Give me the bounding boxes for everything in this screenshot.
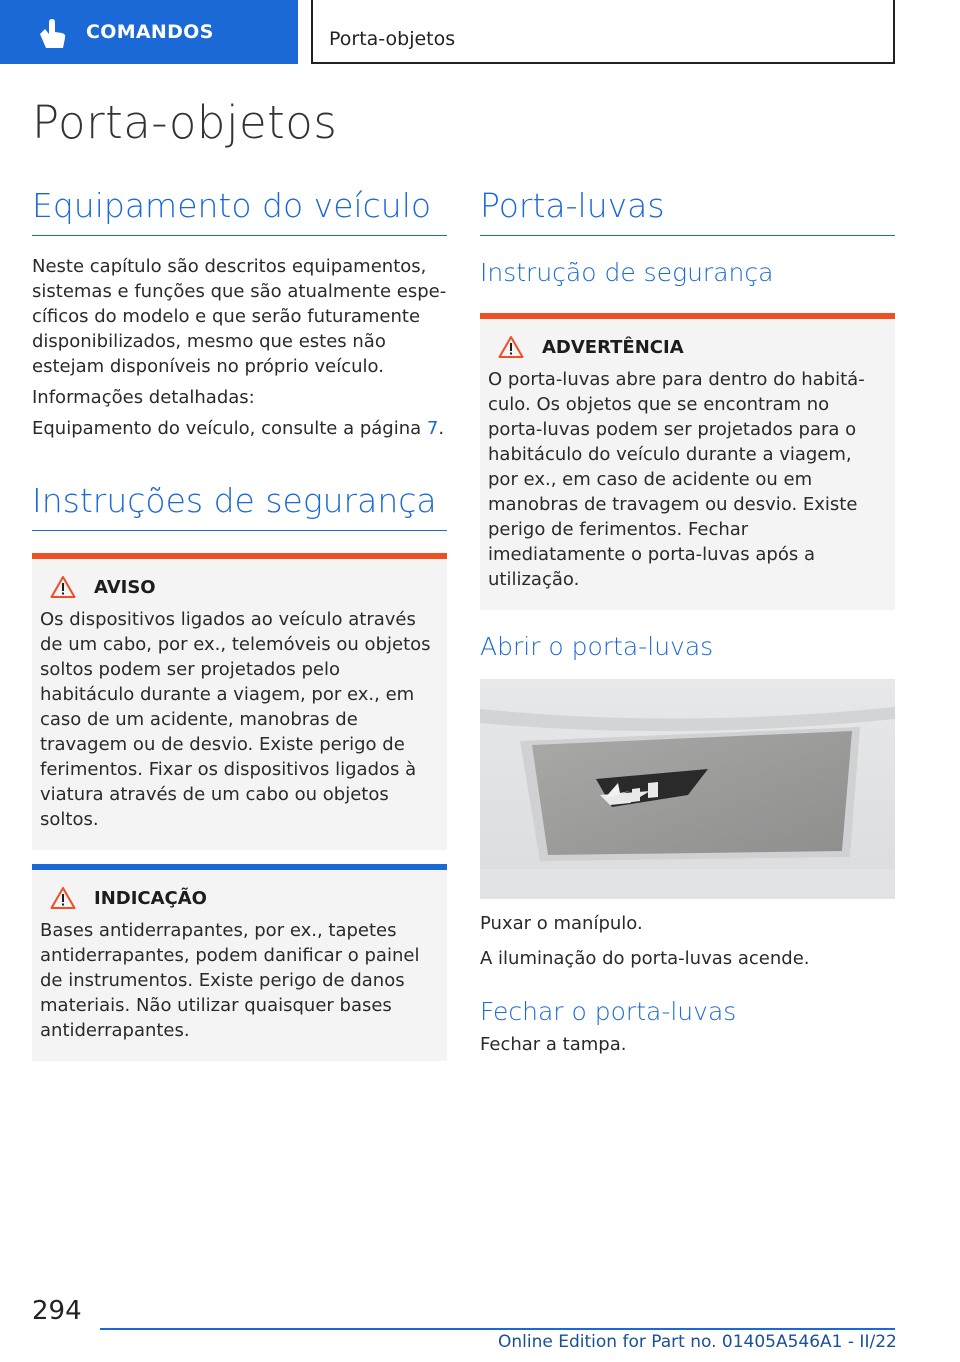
aviso-text: Os dispositivos ligados ao veículo através de um cabo, por ex., telemóveis ou objetos soltos podem ser projetados pelo habitáculo durante a viagem, por ex., em caso de um acidente, manobras de travagem ou de desvio. Existe perigo de ferimentos. Fixar os dispositivos ligados à viatura através de um cabo ou objetos soltos. — [40, 609, 431, 830]
warning-triangle-icon — [498, 335, 524, 359]
glovebox-photo — [480, 679, 895, 899]
right-column — [480, 186, 895, 1057]
reference-paragraph — [32, 416, 447, 441]
warning-triangle-icon — [50, 886, 76, 910]
advertencia-box — [480, 313, 895, 610]
reference-end: . — [438, 418, 445, 439]
info-label: Informações detalhadas: — [32, 387, 255, 408]
heading-portaluvas: Porta-luvas — [480, 186, 895, 236]
heading-equipamento: Equipamento do veículo — [32, 186, 447, 236]
aviso-box — [32, 553, 447, 850]
page-number: 294 — [32, 1296, 82, 1326]
aviso-title: AVISO — [94, 576, 156, 598]
abrir-step-1: Puxar o manípulo. — [480, 913, 643, 934]
heading-fechar: Fechar o porta-luvas — [480, 997, 737, 1026]
warning-triangle-icon — [50, 575, 76, 599]
section-label: COMANDOS — [86, 21, 214, 43]
page-title: Porta-objetos — [32, 96, 338, 149]
page-link[interactable]: 7 — [426, 418, 439, 439]
heading-instrucoes: Instruções de segurança — [32, 481, 447, 531]
indicacao-title: INDICAÇÃO — [94, 887, 207, 909]
glovebox-illustration — [480, 679, 895, 899]
page-header-title: Porta-objetos — [329, 28, 456, 50]
edition-text: Online Edition for Part no. 01405A546A1 - II/22 — [498, 1332, 897, 1352]
footer-divider — [100, 1328, 895, 1330]
indicacao-box — [32, 864, 447, 1061]
indicacao-text: Bases antiderrapantes, por ex., tapetes antiderrapantes, podem danificar o painel de instrumentos. Existe perigo de danos materiais. Não utilizar quaisquer bases antiderrapantes. — [40, 920, 420, 1041]
hand-pointer-icon — [34, 18, 68, 52]
heading-instrucao: Instrução de segurança — [480, 258, 774, 287]
left-column — [32, 186, 447, 1061]
page-header — [311, 0, 895, 64]
reference-text: Equipamento do veículo, consulte a página — [32, 418, 427, 439]
fechar-step-1: Fechar a tampa. — [480, 1034, 627, 1055]
advertencia-text: O porta-luvas abre para dentro do habitáculo. Os objetos que se encontram no porta-luvas podem ser projetados para o habitáculo do veículo durante a viagem, por ex., em caso de acidente ou em manobras de travagem ou desvio. Existe perigo de ferimentos. Fechar imediatamente o porta-luvas após a utilização. — [488, 369, 865, 590]
heading-abrir: Abrir o porta-luvas — [480, 632, 714, 661]
intro-paragraph: Neste capítulo são descritos equipamentos, sistemas e funções que são atualmente específicos do modelo e que serão futuramente disponibilizados, mesmo que estes não estejam disponíveis no próprio veículo. — [32, 256, 447, 377]
advertencia-title: ADVERTÊNCIA — [542, 336, 684, 358]
abrir-step-2: A iluminação do porta-luvas acende. — [480, 948, 810, 969]
section-tab[interactable] — [0, 0, 298, 64]
